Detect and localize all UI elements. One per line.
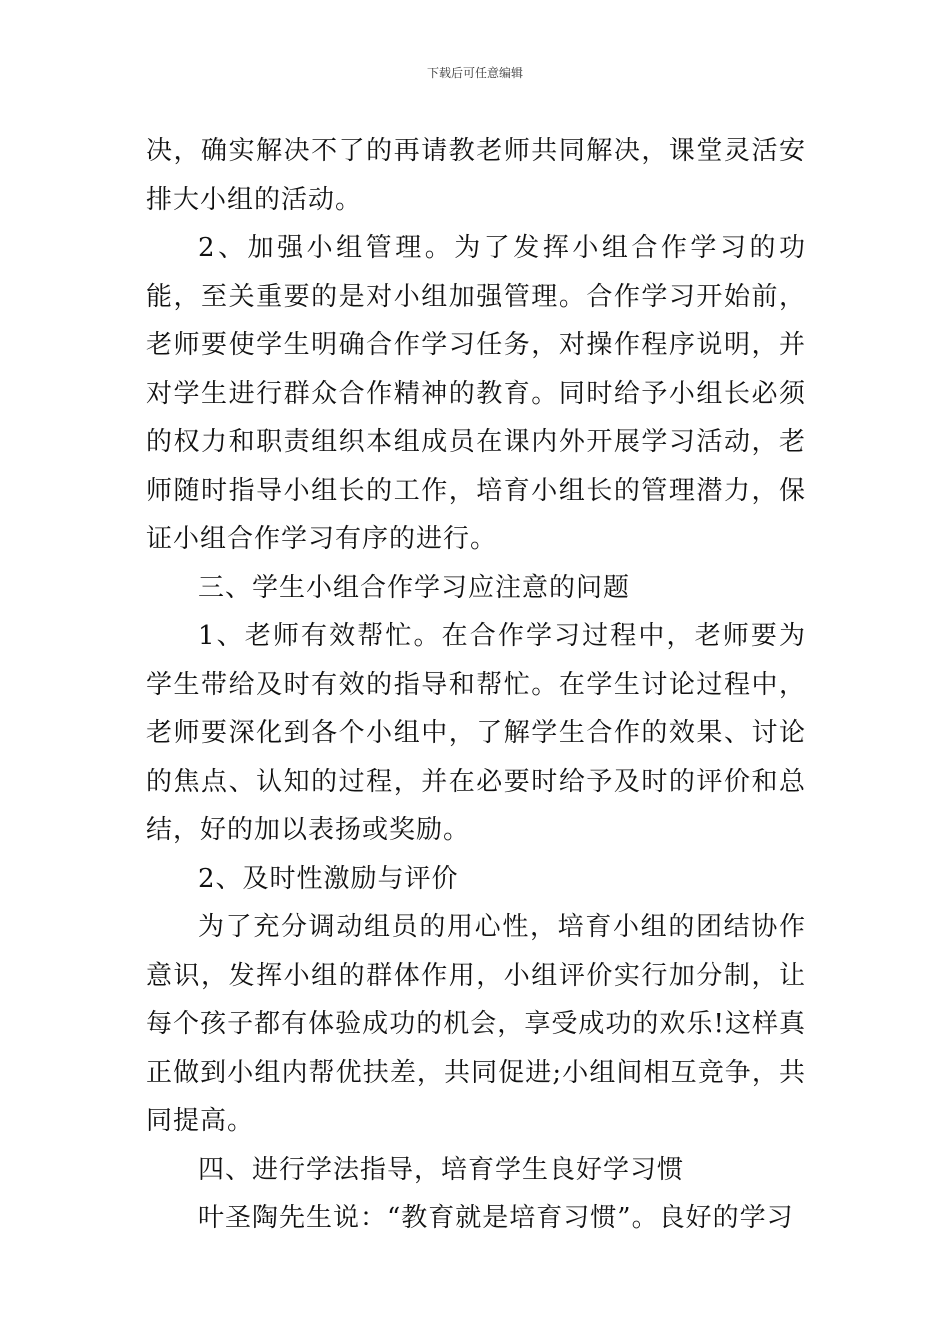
subheading-incentive: 2、及时性激励与评价	[198, 863, 459, 894]
paragraph-continuation: 决，确实解决不了的再请教老师共同解决，课堂灵活安排大小组的活动。	[146, 136, 806, 215]
paragraph-group-management: 2、加强小组管理。为了发挥小组合作学习的功能，至关重要的是对小组加强管理。合作学习开始前，老师要使学生明确合作学习任务，对操作程序说明，并对学生进行群众合作精神的教育。同时给予小组长必须的权力和职责组织本组成员在课内外开展学习活动，老师随时指导小组长的工作，培育小组长的管理潜力，保证小组合作学习有序的进行。	[146, 233, 806, 554]
page-header: 下载后可任意编辑	[426, 66, 523, 80]
paragraph-teacher-help: 1、老师有效帮忙。在合作学习过程中，老师要为学生带给及时有效的指导和帮忙。在学生讨论过程中，老师要深化到各个小组中，了解学生合作的效果、讨论的焦点、认知的过程，并在必要时给予及时的评价和总结，好的加以表扬或奖励。	[146, 621, 806, 845]
section-heading-three: 三、学生小组合作学习应注意的问题	[198, 572, 631, 603]
paragraph-quote: 叶圣陶先生说：“教育就是培育习惯”。良好的学习	[198, 1203, 794, 1233]
paragraph-incentive: 为了充分调动组员的用心性，培育小组的团结协作意识，发挥小组的群体作用，小组评价实行加分制，让每个孩子都有体验成功的机会，享受成功的欢乐!这样真正做到小组内帮优扶差，共同促进;小组间相互竞争，共同提高。	[146, 912, 806, 1136]
section-heading-four: 四、进行学法指导，培育学生良好学习惯	[198, 1154, 685, 1185]
document-body	[146, 127, 806, 1243]
